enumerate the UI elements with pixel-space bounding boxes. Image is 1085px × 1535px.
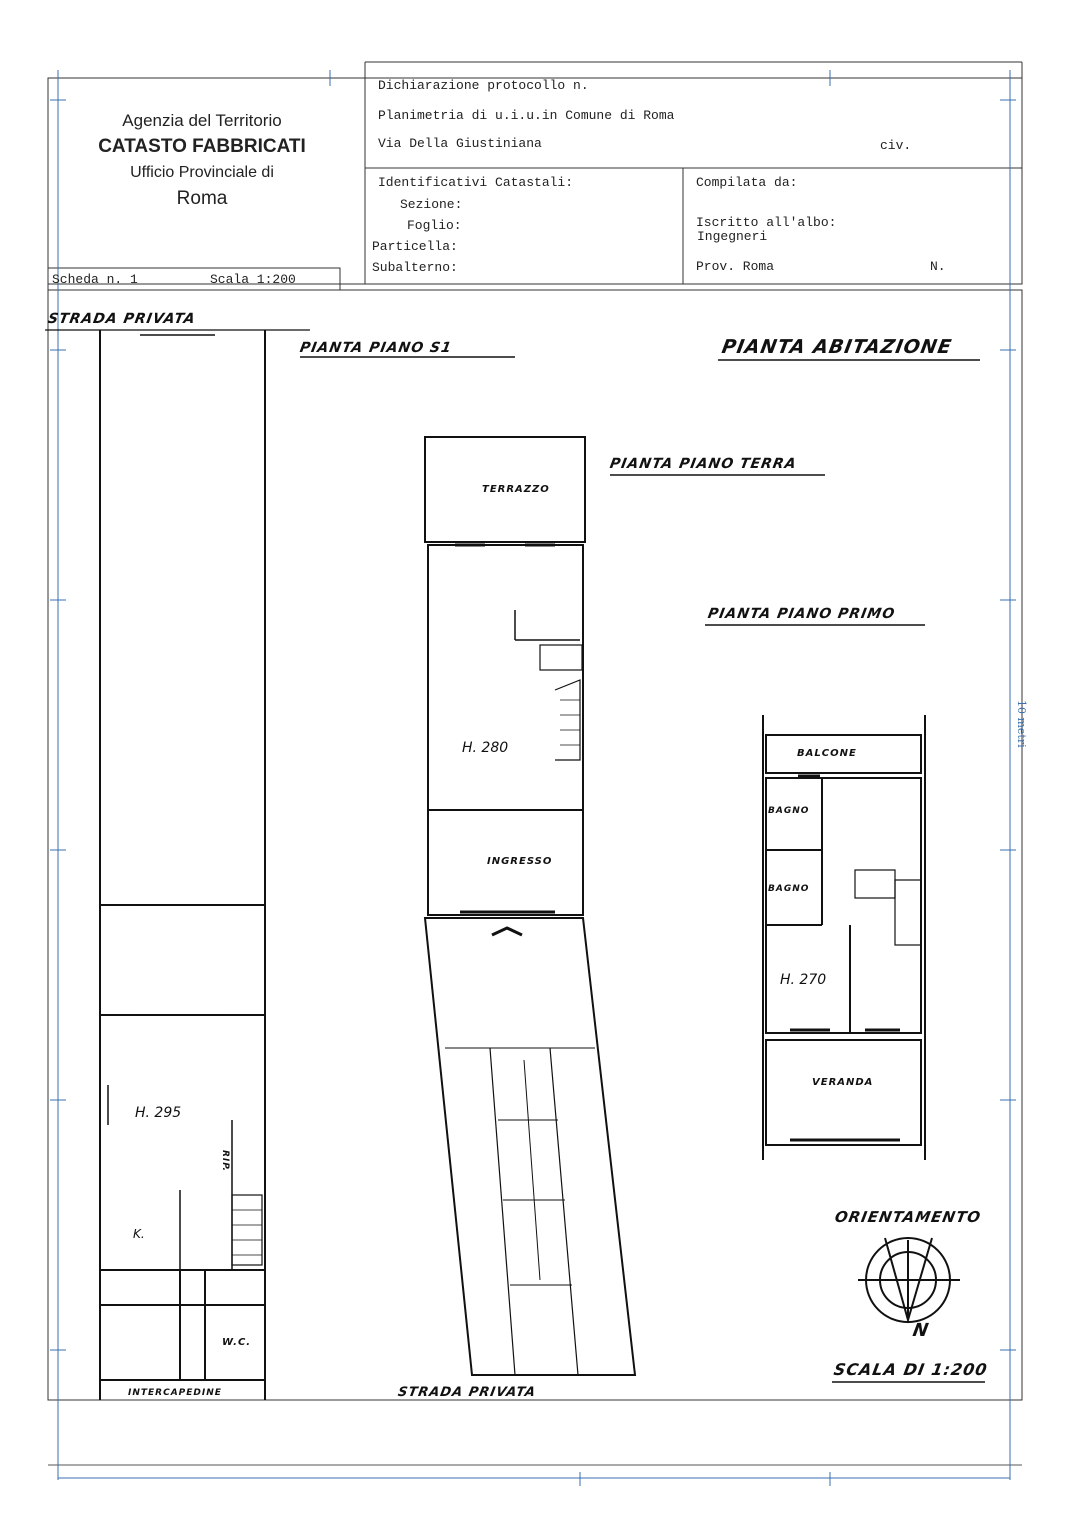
particella-label: Particella: — [372, 239, 458, 254]
height-270: H. 270 — [780, 972, 827, 988]
compilata-label: Compilata da: — [696, 175, 798, 190]
iscritto-label: Iscritto all'albo: — [696, 215, 837, 230]
room-intercapedine: INTERCAPEDINE — [128, 1388, 222, 1398]
scala-di-label: SCALA DI 1:200 — [832, 1360, 990, 1379]
pianta-abitazione-title: PIANTA ABITAZIONE — [720, 336, 954, 358]
pianta-primo-title: PIANTA PIANO PRIMO — [706, 606, 897, 622]
compass-icon — [858, 1238, 960, 1322]
room-bagno-2: BAGNO — [768, 884, 810, 894]
protocol-line: Dichiarazione protocollo n. — [378, 78, 589, 93]
planimetry-line: Planimetria di u.i.u.in Comune di Roma — [378, 108, 675, 123]
orientamento-label: ORIENTAMENTO — [833, 1208, 983, 1226]
room-wc: W.C. — [222, 1337, 252, 1348]
room-terrazzo: TERRAZZO — [482, 484, 550, 495]
room-rip: RIP. — [220, 1150, 230, 1172]
ufficio-label: Ufficio Provinciale di — [130, 164, 274, 181]
room-bagno-1: BAGNO — [768, 806, 810, 816]
address-line: Via Della Giustiniana — [378, 136, 542, 151]
city-label: Roma — [176, 188, 228, 209]
room-veranda: VERANDA — [812, 1077, 874, 1088]
civ-label: civ. — [880, 138, 912, 153]
foglio-label: Foglio: — [407, 218, 462, 233]
room-balcone: BALCONE — [797, 748, 857, 759]
height-295: H. 295 — [135, 1105, 182, 1121]
sezione-label: Sezione: — [400, 197, 463, 212]
identifiers-title: Identificativi Catastali: — [378, 175, 574, 190]
n-label: N. — [930, 259, 946, 274]
albo-label: Ingegneri — [697, 229, 768, 244]
plan-s1 — [45, 330, 310, 1400]
agency-block — [62, 108, 342, 212]
ten-metri-label: 10 metri — [1015, 700, 1028, 748]
main-frame — [48, 290, 1022, 1400]
pianta-s1-title: PIANTA PIANO S1 — [298, 340, 454, 356]
catasto-title: CATASTO FABBRICATI — [98, 136, 306, 157]
strada-top-label: STRADA PRIVATA — [46, 311, 197, 327]
plan-terra — [425, 437, 635, 1375]
agency-name: Agenzia del Territorio — [122, 111, 282, 130]
strada-bottom-label: STRADA PRIVATA — [396, 1385, 538, 1400]
height-280: H. 280 — [462, 740, 509, 756]
pianta-terra-title: PIANTA PIANO TERRA — [608, 456, 798, 472]
subalterno-label: Subalterno: — [372, 260, 458, 275]
plan-primo — [763, 715, 925, 1160]
prov-label: Prov. Roma — [696, 259, 775, 274]
north-label: N — [911, 1320, 931, 1341]
scala-label: Scala 1:200 — [210, 272, 296, 287]
room-ingresso: INGRESSO — [487, 856, 553, 867]
room-k: K. — [133, 1227, 145, 1241]
scheda-label: Scheda n. 1 — [52, 272, 138, 287]
